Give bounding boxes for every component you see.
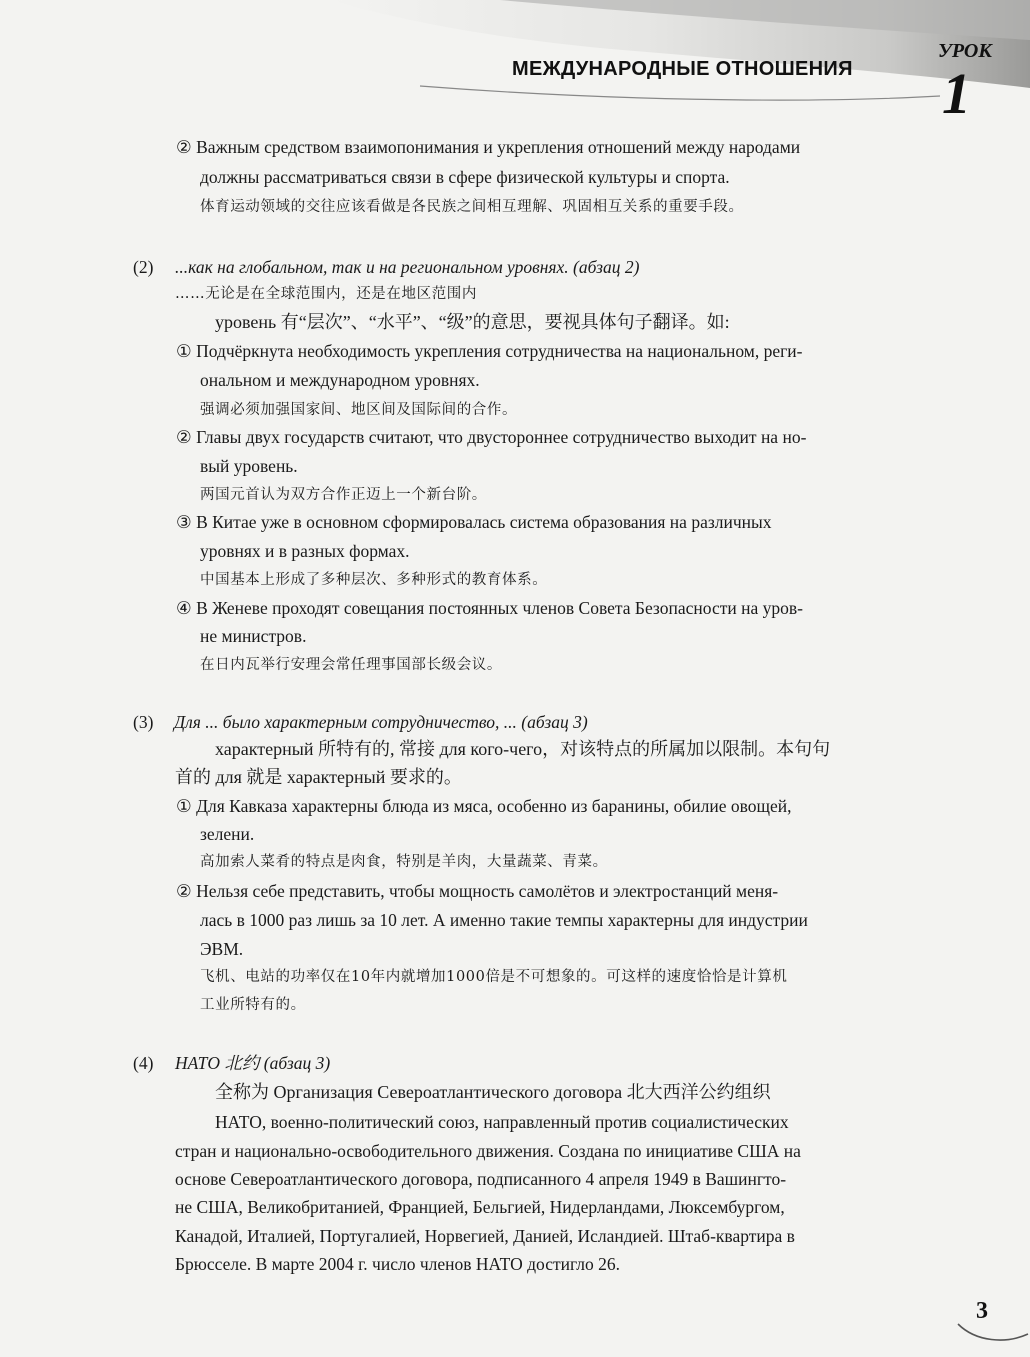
s3-example-2-translation-line-2: 工业所特有的。 xyxy=(200,997,306,1013)
s3-example-1-line-2: зелени. xyxy=(200,824,255,844)
section-4-full-name: 全称为 Организация Североатлантического договора 北大西洋公约组织 xyxy=(215,1082,771,1102)
s3-example-2-line-1: ② Нельзя себе представить, чтобы мощность самолётов и электростанций меня- xyxy=(176,881,779,901)
section-2-explanation: уровень 有“层次”、“水平”、“级”的意思，要视具体句子翻译。如: xyxy=(215,312,730,332)
nato-paragraph-line-5: Канадой, Италией, Португалией, Норвегией, Данией, Исландией. Штаб-квартира в xyxy=(175,1226,795,1246)
s2-example-2-translation: 两国元首认为双方合作正迈上一个新台阶。 xyxy=(200,487,487,503)
s2-example-3-translation: 中国基本上形成了多种层次、多种形式的教育体系。 xyxy=(200,572,548,588)
lesson-number: 1 xyxy=(942,61,971,126)
nato-paragraph-line-2: стран и национально-освободительного движения. Создана по инициативе США на xyxy=(175,1141,801,1161)
section-3-explanation-line-1: характерный 所特有的, 常接 для кого-чего，对该特点的所属加以限制。本句句 xyxy=(215,739,831,759)
s2-example-2-line-1: ② Главы двух государств считают, что двустороннее сотрудничество выходит на но- xyxy=(176,427,807,447)
section-4-heading: НАТО 北约 (абзац 3) xyxy=(175,1053,331,1073)
nato-paragraph-line-1: НАТО, военно-политический союз, направленный против социалистических xyxy=(215,1112,789,1132)
example-2-line-2: должны рассматриваться связи в сфере физической культуры и спорта. xyxy=(200,167,730,187)
section-4-number: (4) xyxy=(133,1053,154,1073)
example-2-translation: 体育运动领域的交往应该看做是各民族之间相互理解、巩固相互关系的重要手段。 xyxy=(200,199,744,215)
s2-example-4-line-1: ④ В Женеве проходят совещания постоянных членов Совета Безопасности на уров- xyxy=(176,598,803,618)
nato-paragraph-line-6: Брюсселе. В марте 2004 г. число членов НАТО достигло 26. xyxy=(175,1254,620,1274)
s2-example-1-translation: 强调必须加强国家间、地区间及国际间的合作。 xyxy=(200,402,518,418)
section-2-translation: ……无论是在全球范围内，还是在地区范围内 xyxy=(175,286,477,302)
s3-example-2-line-2: лась в 1000 раз лишь за 10 лет. А именно такие темпы характерны для индустрии xyxy=(200,910,808,930)
s2-example-4-line-2: не министров. xyxy=(200,626,307,646)
running-title: МЕЖДУНАРОДНЫЕ ОТНОШЕНИЯ xyxy=(512,58,853,80)
s2-example-4-translation: 在日内瓦举行安理会常任理事国部长级会议。 xyxy=(200,657,502,673)
section-2-heading: ...как на глобальном, так и на региональном уровнях. (абзац 2) xyxy=(175,257,640,277)
page-number: 3 xyxy=(976,1298,988,1324)
nato-paragraph-line-4: не США, Великобританией, Францией, Бельгией, Нидерландами, Люксембургом, xyxy=(175,1197,785,1217)
s3-example-1-translation: 高加索人菜肴的特点是肉食，特别是羊肉，大量蔬菜、青菜。 xyxy=(200,854,608,870)
section-3-heading: Для ... было характерным сотрудничество, ... (абзац 3) xyxy=(174,712,588,732)
s2-example-1-line-1: ① Подчёркнута необходимость укрепления сотрудничества на национальном, реги- xyxy=(176,341,803,361)
s3-example-2-line-3: ЭВМ. xyxy=(200,939,244,959)
page-number-swoosh xyxy=(956,1318,1030,1348)
s2-example-3-line-2: уровнях и в разных формах. xyxy=(200,541,410,561)
section-3-explanation-line-2: 首的 для 就是 характерный 要求的。 xyxy=(175,767,462,787)
s2-example-1-line-2: ональном и международном уровнях. xyxy=(200,370,480,390)
nato-paragraph-line-3: основе Североатлантического договора, подписанного 4 апреля 1949 в Вашингто- xyxy=(175,1169,787,1189)
lesson-label: УРОК xyxy=(938,40,992,62)
s2-example-2-line-2: вый уровень. xyxy=(200,456,298,476)
section-2-number: (2) xyxy=(133,257,154,277)
example-2-line-1: ② Важным средством взаимопонимания и укрепления отношений между народами xyxy=(176,137,801,157)
section-3-number: (3) xyxy=(133,712,154,732)
s3-example-2-translation-line-1: 飞机、电站的功率仅在10年内就增加1000倍是不可想象的。可这样的速度恰恰是计算机 xyxy=(200,969,788,985)
s2-example-3-line-1: ③ В Китае уже в основном сформировалась система образования на различных xyxy=(176,512,772,532)
s3-example-1-line-1: ① Для Кавказа характерны блюда из мяса, особенно из баранины, обилие овощей, xyxy=(176,796,792,816)
